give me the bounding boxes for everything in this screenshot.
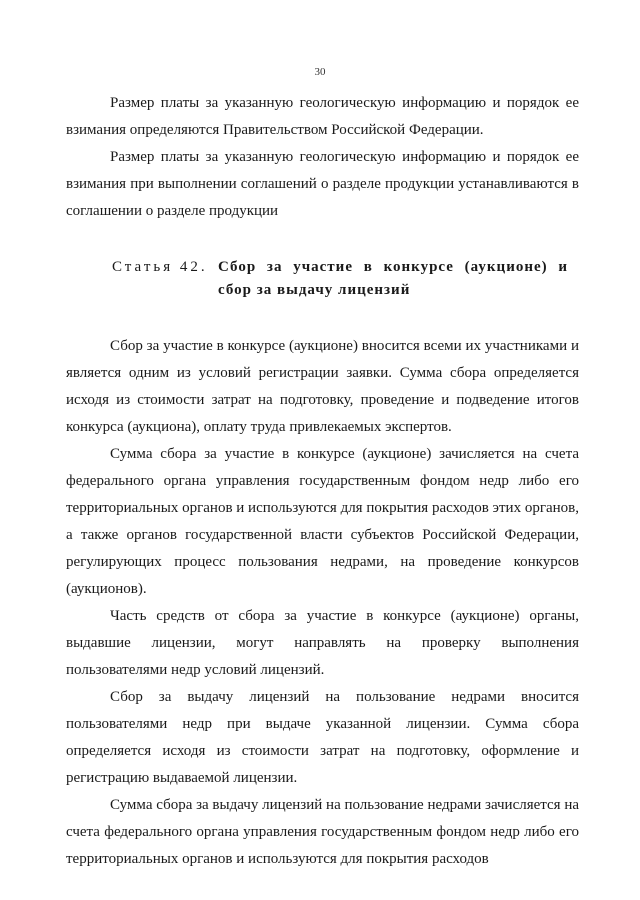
page-number: 30 — [314, 66, 326, 78]
intro-paragraph-2: Размер платы за указанную геологическую информацию и порядок ее взимания при выполнении соглашений о разделе продукции устанавливаются в соглашении о разделе продукции — [66, 149, 579, 219]
article-heading-line-1: Сбор за участие в конкурсе (аукционе) и — [218, 259, 569, 275]
article-body — [66, 333, 579, 873]
body-paragraph-2: Сумма сбора за участие в конкурсе (аукционе) зачисляется на счета федерального органа управления государственным фондом недр либо его территориальных органов и используются для покрытия расходов этих органов, а также органов государственной власти субъектов Российской Федерации, регулирующих процесс пользования недрами, на проведение конкурсов (аукционов). — [66, 446, 579, 597]
body-paragraph-4: Сбор за выдачу лицензий на пользование недрами вносится пользователями недр при выдаче указанной лицензии. Сумма сбора определяется исходя из стоимости затрат на подготовку, оформление и регистрацию выдаваемой лицензии. — [66, 689, 579, 786]
intro-paragraph-1: Размер платы за указанную геологическую информацию и порядок ее взимания определяются Правительством Российской Федерации. — [66, 95, 579, 138]
intro-section — [66, 90, 579, 225]
body-paragraph-3: Часть средств от сбора за участие в конкурсе (аукционе) органы, выдавшие лицензии, могут направлять на проверку выполнения пользователями недр условий лицензий. — [66, 608, 579, 678]
article-heading-line-2: сбор за выдачу лицензий — [218, 282, 411, 298]
body-paragraph-5: Сумма сбора за выдачу лицензий на пользование недрами зачисляется на счета федерального органа управления государственным фондом недр либо его территориальных органов и используются для покрытия расходов — [66, 797, 579, 867]
body-paragraph-1: Сбор за участие в конкурсе (аукционе) вносится всеми их участниками и является одним из условий регистрации заявки. Сумма сбора определяется исходя из стоимости затрат на подготовку, проведение и подведение итогов конкурса (аукциона), оплату труда привлекаемых экспертов. — [66, 338, 579, 435]
article-heading — [218, 256, 584, 302]
article-label: Статья 42. — [112, 259, 208, 275]
